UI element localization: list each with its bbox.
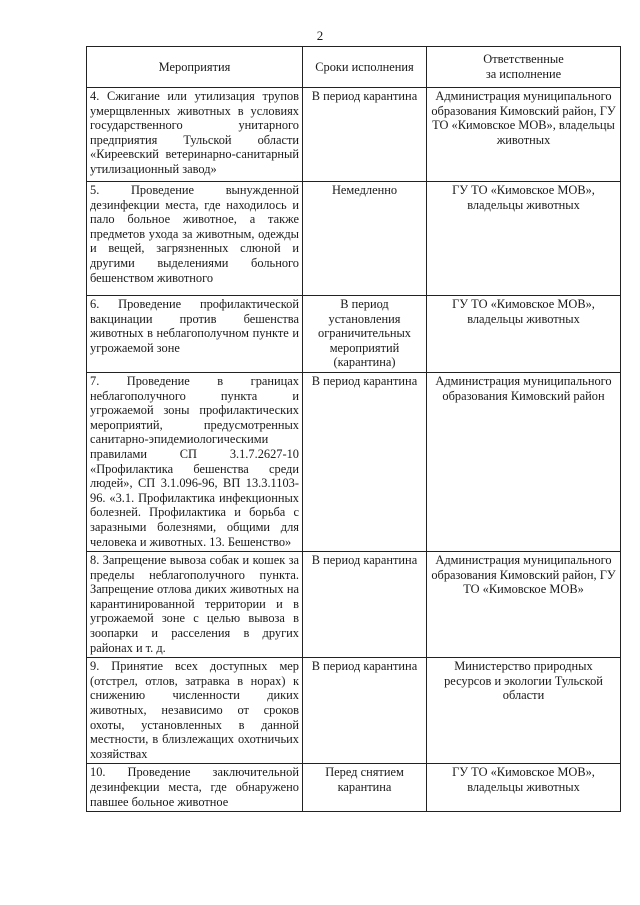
table-row [87,88,621,182]
activity-cell: 9. Принятие всех доступных мер (отстрел, отлов, затравка в норах) к снижению численности диких животных, независимо от сроков охоты, установленных в данной местности, в близлежащих охотничьих хозяйствах [87,658,303,764]
deadline-cell: В период карантина [303,372,427,551]
deadline-cell: В период карантина [303,88,427,182]
responsible-cell: Администрация муниципального образования Кимовский район, ГУ ТО «Кимовское МОВ», владельцы животных [427,88,621,182]
table-header-row [87,47,621,88]
responsible-cell: ГУ ТО «Кимовское МОВ», владельцы животных [427,764,621,812]
responsible-cell: Министерство природных ресурсов и экологии Тульской области [427,658,621,764]
activity-cell: 10. Проведение заключительной дезинфекции места, где обнаружено павшее больное животное [87,764,303,812]
header-activity: Мероприятия [87,47,303,88]
responsible-cell: Администрация муниципального образования Кимовский район [427,372,621,551]
responsible-cell: ГУ ТО «Кимовское МОВ», владельцы животных [427,182,621,296]
activity-cell: 5. Проведение вынужденной дезинфекции места, где находилось и пало больное животное, а также предметов ухода за животным, одежды и вещей, загрязненных слюной и другими выделениями больного бешенством животного [87,182,303,296]
activity-cell: 7. Проведение в границах неблагополучного пункта и угрожаемой зоны профилактических мероприятий, предусмотренных санитарно-эпидемиологическими правилами СП 3.1.7.2627-10 «Профилактика бешенства среди людей», СП 3.1.096-96, ВП 13.3.1103-96. «3.1. Профилактика инфекционных болезней. Профилактика и борьба с заразными болезнями, общими для человека и животных. 13. Бешенство» [87,372,303,551]
activity-cell: 4. Сжигание или утилизация трупов умерщвленных животных в условиях государственного унитарного предприятия Тульской области «Киреевский ветеринарно-санитарный утилизационный завод» [87,88,303,182]
table-row [87,552,621,658]
deadline-cell: Немедленно [303,182,427,296]
activity-cell: 6. Проведение профилактической вакцинации против бешенства животных в неблагополучном пункте и угрожаемой зоне [87,296,303,373]
table-row [87,658,621,764]
table-row [87,182,621,296]
table-row [87,764,621,812]
header-deadline: Сроки исполнения [303,47,427,88]
table-row [87,372,621,551]
deadline-cell: В период карантина [303,552,427,658]
page-number: 2 [316,28,324,43]
table-row [87,296,621,373]
header-responsible: Ответственные за исполнение [427,47,621,88]
activity-cell: 8. Запрещение вывоза собак и кошек за пределы неблагополучного пункта. Запрещение отлова диких животных на карантинированной территории и в угрожаемой зоне с целью вывоза в зоопарки и расселения в других районах и т. д. [87,552,303,658]
responsible-cell: Администрация муниципального образования Кимовский район, ГУ ТО «Кимовское МОВ» [427,552,621,658]
measures-table [86,46,621,812]
deadline-cell: В период установления ограничительных мероприятий (карантина) [303,296,427,373]
deadline-cell: Перед снятием карантина [303,764,427,812]
responsible-cell: ГУ ТО «Кимовское МОВ», владельцы животных [427,296,621,373]
deadline-cell: В период карантина [303,658,427,764]
